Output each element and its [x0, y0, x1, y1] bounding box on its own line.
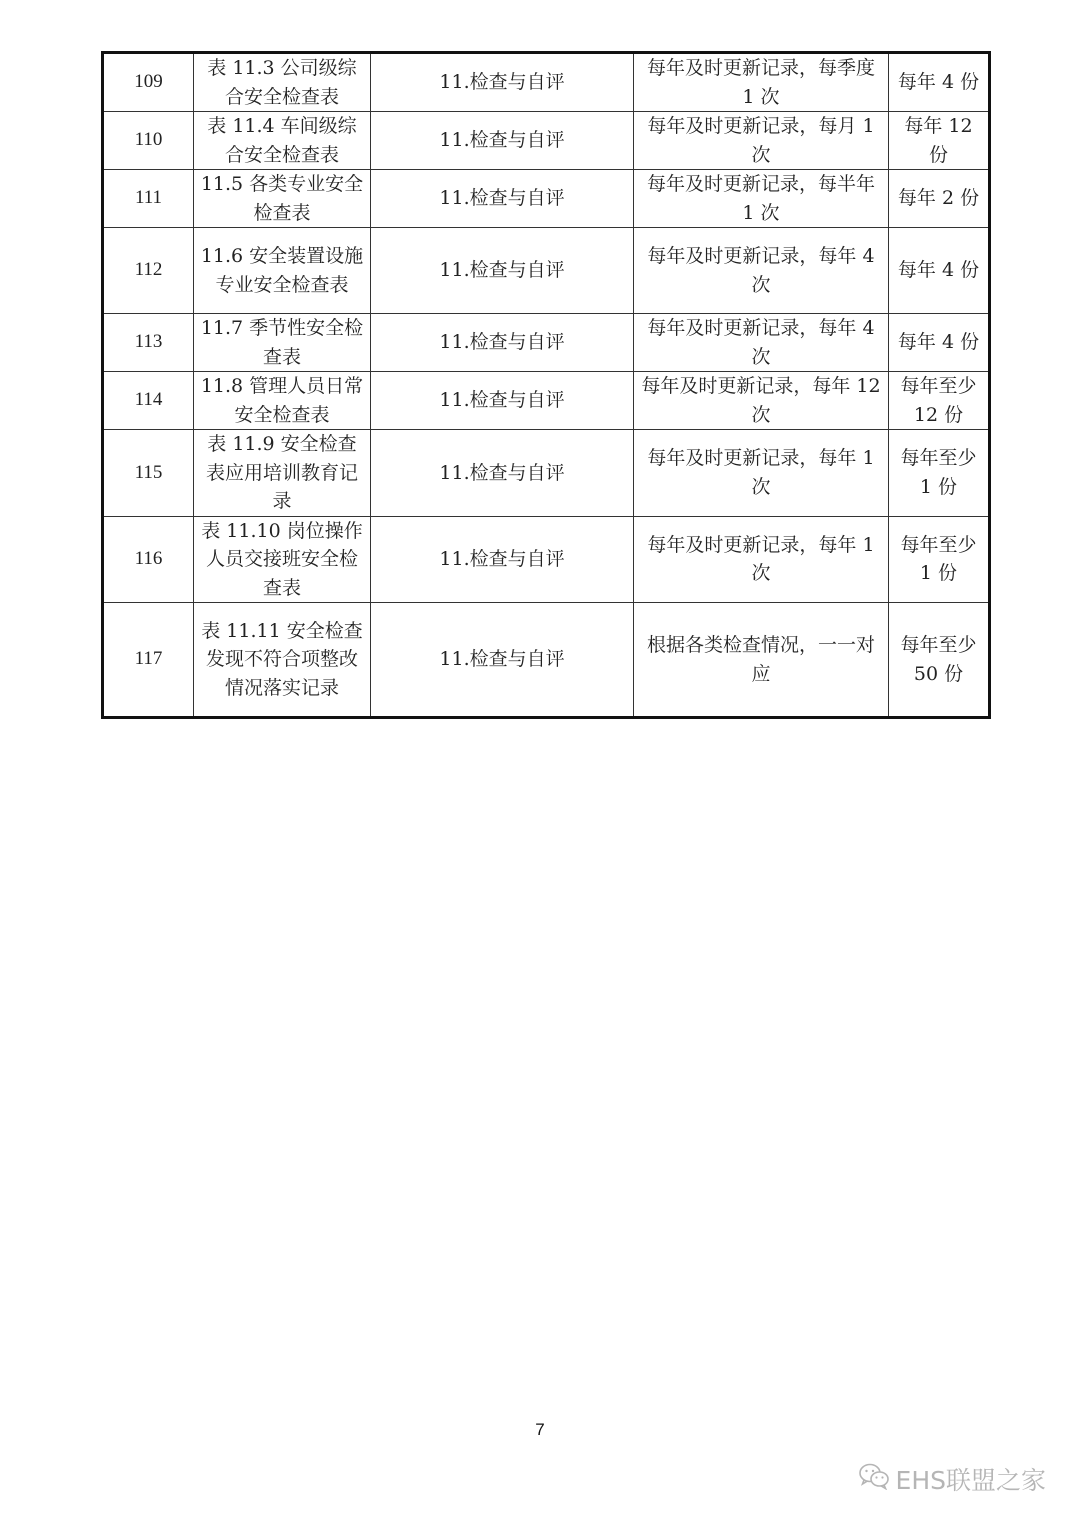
- table-row: [103, 112, 990, 170]
- wechat-icon: [858, 1462, 890, 1496]
- row-number: 112: [103, 228, 194, 314]
- record-name: 11.6 安全装置设施专业安全检查表: [194, 228, 371, 314]
- frequency-cell: 根据各类检查情况，一一对应: [634, 603, 889, 718]
- watermark: [858, 1461, 1046, 1497]
- table-row: [103, 53, 990, 112]
- watermark-text: EHS联盟之家: [895, 1466, 1046, 1495]
- frequency-cell: 每年及时更新记录，每半年 1 次: [634, 170, 889, 228]
- element-cell: 11.检查与自评: [371, 314, 634, 372]
- quantity-cell: 每年至少 1 份: [889, 430, 990, 517]
- frequency-cell: 每年及时更新记录，每月 1 次: [634, 112, 889, 170]
- table-row: [103, 430, 990, 517]
- frequency-cell: 每年及时更新记录，每年 4 次: [634, 228, 889, 314]
- row-number: 111: [103, 170, 194, 228]
- record-name: 表 11.3 公司级综合安全检查表: [194, 53, 371, 112]
- element-cell: 11.检查与自评: [371, 430, 634, 517]
- element-cell: 11.检查与自评: [371, 603, 634, 718]
- table-row: [103, 228, 990, 314]
- record-name: 11.5 各类专业安全检查表: [194, 170, 371, 228]
- quantity-cell: 每年 4 份: [889, 53, 990, 112]
- record-name: 11.7 季节性安全检查表: [194, 314, 371, 372]
- frequency-cell: 每年及时更新记录，每年 12 次: [634, 372, 889, 430]
- quantity-cell: 每年至少 50 份: [889, 603, 990, 718]
- element-cell: 11.检查与自评: [371, 228, 634, 314]
- table-row: [103, 372, 990, 430]
- table-row: [103, 314, 990, 372]
- record-name: 11.8 管理人员日常安全检查表: [194, 372, 371, 430]
- quantity-cell: 每年至少 12 份: [889, 372, 990, 430]
- page-number: 7: [535, 1420, 545, 1439]
- quantity-cell: 每年 4 份: [889, 314, 990, 372]
- quantity-cell: 每年 12 份: [889, 112, 990, 170]
- frequency-cell: 每年及时更新记录，每季度 1 次: [634, 53, 889, 112]
- record-name: 表 11.4 车间级综合安全检查表: [194, 112, 371, 170]
- table-row: [103, 516, 990, 603]
- row-number: 114: [103, 372, 194, 430]
- record-name: 表 11.11 安全检查发现不符合项整改情况落实记录: [194, 603, 371, 718]
- records-table: [101, 51, 991, 719]
- row-number: 117: [103, 603, 194, 718]
- element-cell: 11.检查与自评: [371, 170, 634, 228]
- table-row: [103, 170, 990, 228]
- quantity-cell: 每年 2 份: [889, 170, 990, 228]
- quantity-cell: 每年 4 份: [889, 228, 990, 314]
- frequency-cell: 每年及时更新记录，每年 4 次: [634, 314, 889, 372]
- row-number: 110: [103, 112, 194, 170]
- element-cell: 11.检查与自评: [371, 112, 634, 170]
- element-cell: 11.检查与自评: [371, 372, 634, 430]
- element-cell: 11.检查与自评: [371, 53, 634, 112]
- frequency-cell: 每年及时更新记录，每年 1 次: [634, 430, 889, 517]
- row-number: 109: [103, 53, 194, 112]
- table-row: [103, 603, 990, 718]
- record-name: 表 11.9 安全检查表应用培训教育记录: [194, 430, 371, 517]
- row-number: 113: [103, 314, 194, 372]
- quantity-cell: 每年至少 1 份: [889, 516, 990, 603]
- element-cell: 11.检查与自评: [371, 516, 634, 603]
- frequency-cell: 每年及时更新记录，每年 1 次: [634, 516, 889, 603]
- record-name: 表 11.10 岗位操作人员交接班安全检查表: [194, 516, 371, 603]
- row-number: 115: [103, 430, 194, 517]
- row-number: 116: [103, 516, 194, 603]
